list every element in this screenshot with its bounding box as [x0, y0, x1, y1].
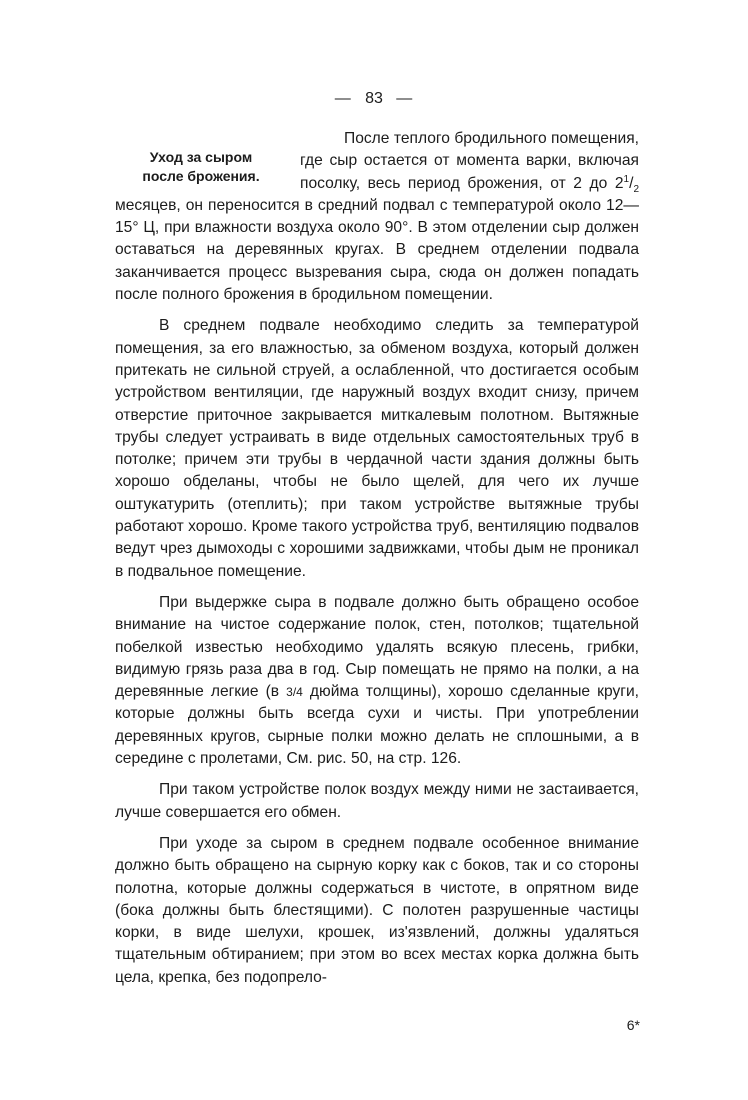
paragraph-1-text-a: После теплого бродильного помещения, где сыр остается от момента варки, включая посолку, весь период брожения, от 2 до 2 [300, 130, 639, 192]
paragraph-1 [115, 128, 639, 306]
fraction-numerator: 1 [623, 173, 630, 185]
fraction-slash: / [629, 174, 634, 192]
body-text [115, 128, 639, 998]
fraction-three-quarters: 3/4 [286, 685, 303, 700]
margin-heading-line1: Уход за сыром [149, 149, 253, 165]
header-dash-right: — [396, 90, 414, 107]
paragraph-1-text-b: месяцев, он переносится в средний подвал с температурой около 12—15° Ц, при влажности воздуха около 90°. В этом отделении сыр должен оставаться на деревянных кругах. В среднем отделении подвала заканчивается процесс вызревания сыра, сюда он должен попадать после полного брожения в бродильном помещении. [115, 196, 639, 304]
margin-heading-line2: после брожения. [142, 168, 260, 184]
heading-space [115, 128, 300, 194]
paragraph-4: При таком устройстве полок воздух между ними не застаивается, лучше совершается его обмен. [115, 781, 639, 821]
paragraph-5: При уходе за сыром в среднем подвале особенное внимание должно быть обращено на сырную корку как с боков, так и со стороны полотна, которые должны содержаться в чистоте, в опрятном виде (бока должны быть блестящими). С полотен разрушенные частицы корки, в виде шелухи, крошек, из'язвлений, должны удаляться тщательным обтиранием; при этом во всех местах корка должна быть цела, крепка, без подопрело- [115, 834, 639, 986]
header-dash-left: — [334, 90, 352, 107]
page-number: 83 [365, 90, 383, 107]
paragraph-3-text-b: дюйма толщины), хорошо сделанные круги, которые должны быть всегда сухи и чисты. При употреблении деревянных кругов, сырные полки можно делать не сплошными, а в середине с пролетами, См. рис. 50, на стр. 126. [115, 683, 639, 768]
paragraph-3-text-a: При выдержке сыра в подвале должно быть обращено особое внимание на чистое содержание полок, стен, потолков; тщательной побелкой известью необходимо удалять всякую плесень, грибки, видимую грязь раза два в год. Сыр помещать не прямо на полки, а на деревянные легкие (в [115, 593, 639, 701]
signature-mark: 6* [626, 1017, 640, 1033]
fraction-denominator: 2 [633, 183, 639, 195]
paragraph-3 [115, 592, 639, 770]
paragraph-2: В среднем подвале необходимо следить за температурой помещения, за его влажностью, за обменом воздуха, который должен притекать не сильной струей, а ослабленной, что достигается особым устройством вентиляции, где наружный воздух входит снизу, причем отверстие приточное закрывается миткалевым полотном. Вытяжные трубы следует устраивать в виде отдельных самостоятельных труб в потолке; причем эти трубы в чердачной части здания должны быть хорошо обделаны, чтобы не было щелей, для чего их лучше оштукатурить (отеплить); при таком устройстве вытяжные трубы работают хорошо. Кроме такого устройства труб, вентиляцию подвалов ведут чрез дымоходы с хорошими задвижками, чтобы дым не проникал в подвальное помещение. [115, 317, 639, 580]
page-header [0, 88, 748, 110]
